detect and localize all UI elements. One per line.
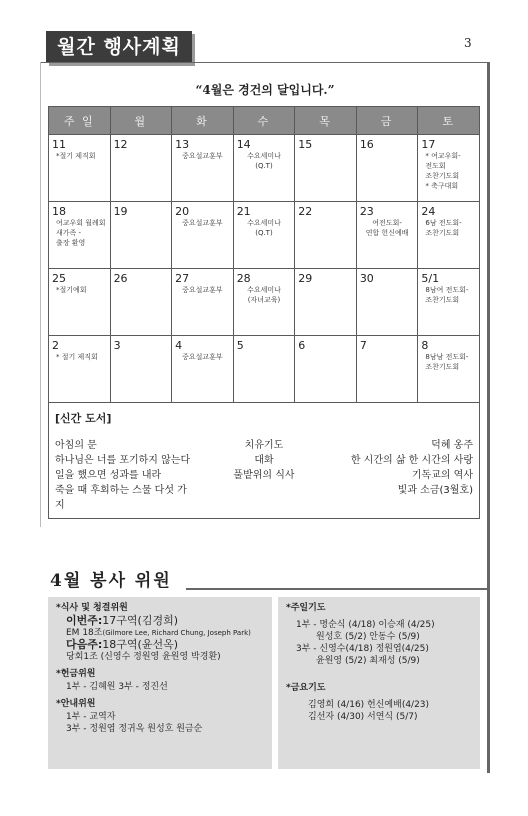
calendar-event-note: 8남여 전도회- [425, 286, 469, 294]
calendar-day-number: 18 [52, 205, 66, 218]
calendar-day-number: 5 [236, 339, 244, 352]
calendar-day-number: 12 [113, 138, 128, 151]
weekday-header: 주 일 [49, 107, 111, 135]
sunday-prayer-line-3: 3부 - 신영수(4/18) 정원엽(4/25) [296, 644, 429, 654]
calendar-day-number: 3 [113, 339, 121, 352]
book-title: 일을 했으면 성과를 내라 [55, 470, 162, 481]
calendar-day-number: 21 [236, 205, 251, 218]
calendar-event-note: 수요세미나 [247, 152, 281, 160]
calendar-day-cell [49, 336, 111, 403]
calendar-day-number: 20 [175, 205, 190, 218]
calendar-day-cell [49, 135, 111, 202]
calendar-week-row [49, 269, 480, 336]
calendar-day-cell [295, 135, 357, 202]
calendar-day-number: 26 [113, 272, 128, 285]
calendar-event-note: 수요세미나 [247, 286, 281, 294]
calendar-day-cell [172, 135, 234, 202]
calendar-day-number: 4 [175, 339, 183, 352]
calendar-event-note: 중요설교훈부 [182, 286, 223, 294]
calendar-day-cell [172, 202, 234, 269]
frame-left-line [40, 62, 41, 527]
calendar-event-note: (Q.T) [255, 229, 273, 237]
volunteers-side-line [487, 588, 490, 773]
calendar-body [49, 135, 480, 403]
page-title: 월간 행사계획 [46, 31, 192, 63]
calendar-week-row [49, 336, 480, 403]
calendar-event-note: 여전도회- [372, 219, 402, 227]
calendar-event-note: 수요세미나 [247, 219, 281, 227]
calendar-event-note: 전도회 [425, 162, 446, 170]
calendar-event-note: 중요설교훈부 [182, 353, 223, 361]
next-week-line [56, 639, 264, 651]
weekday-header: 월 [110, 107, 172, 135]
volunteers-right-panel [278, 597, 480, 769]
calendar-day-cell [233, 336, 295, 403]
book-title [194, 483, 333, 498]
sunday-prayer-line-1: 1부 - 명순식 (4/18) 이승재 (4/25) [296, 620, 435, 630]
calendar-event-note: * 여교우회- [425, 152, 461, 160]
book-title: 죽을 때 후회하는 스물 다섯 가지 [55, 485, 187, 511]
book-title: 기독교의 역사 [411, 470, 473, 481]
this-week-line [56, 615, 264, 627]
monthly-calendar [48, 106, 480, 403]
calendar-day-cell [418, 336, 480, 403]
calendar-day-number: 23 [359, 205, 374, 218]
friday-prayer-heading: *금요기도 [286, 683, 326, 693]
weekday-header: 금 [356, 107, 418, 135]
book-title: 한 시간의 삶 한 시간의 사랑 [350, 455, 473, 466]
calendar-day-number: 11 [52, 138, 66, 151]
weekday-header: 토 [418, 107, 480, 135]
page-number: 3 [464, 36, 472, 50]
this-week-value: 17구역(김경희) [102, 614, 178, 627]
calendar-day-cell [295, 336, 357, 403]
offering-heading: *헌금위원 [56, 669, 96, 679]
book-title: 풀밭위의 식사 [233, 470, 295, 481]
calendar-day-number: 30 [359, 272, 374, 285]
calendar-day-number: 27 [175, 272, 190, 285]
calendar-week-row [49, 202, 480, 269]
next-week-value: 18구역(윤선옥) [102, 638, 178, 651]
calendar-day-cell [110, 202, 172, 269]
this-week-em-names: (Gilmore Lee, Richard Chung, Joseph Park) [102, 629, 251, 637]
calendar-day-cell [356, 135, 418, 202]
sunday-prayer-heading: *주일기도 [286, 603, 326, 613]
calendar-day-cell [295, 202, 357, 269]
frame-top-line [40, 62, 489, 63]
offering-line: 1부 - 김혜원 3부 - 정진선 [66, 682, 168, 692]
weekday-header-row [49, 107, 480, 135]
calendar-event-note: (자녀교육) [247, 296, 281, 304]
calendar-day-number: 7 [359, 339, 367, 352]
new-books-box [48, 402, 480, 519]
calendar-event-note: 중요설교훈부 [182, 152, 223, 160]
calendar-day-number: 28 [236, 272, 251, 285]
calendar-day-cell [110, 135, 172, 202]
weekday-header: 화 [172, 107, 234, 135]
calendar-event-note: 8남남 전도회- [425, 353, 469, 361]
calendar-day-cell [295, 269, 357, 336]
calendar-day-number: 8 [421, 339, 429, 352]
book-row [55, 453, 473, 468]
calendar-event-note: * 축구대회 [425, 182, 459, 190]
calendar-day-cell [110, 269, 172, 336]
calendar-day-number: 2 [52, 339, 59, 352]
new-books-list [55, 438, 473, 511]
calendar-day-number: 6 [298, 339, 306, 352]
sunday-prayer-line-4: 윤원영 (5/2) 최재성 (5/9) [316, 656, 420, 666]
guide-heading: *안내위원 [56, 699, 96, 709]
volunteers-divider [186, 588, 489, 590]
calendar-day-number: 15 [298, 138, 313, 151]
this-week-label: 이번주: [66, 614, 103, 627]
calendar-subtitle: “4월은 경건의 달입니다.” [195, 83, 335, 97]
friday-prayer-line-1: 김영희 (4/16) 헌신예배(4/23) [308, 700, 430, 710]
book-row [55, 438, 473, 453]
next-week-team: 당회1조 (신영수 정원영 윤원영 박경환) [66, 652, 221, 662]
guide-line-1: 1부 - 교역자 [66, 712, 116, 722]
calendar-day-cell [233, 269, 295, 336]
calendar-day-cell [356, 336, 418, 403]
calendar-day-cell [172, 269, 234, 336]
calendar-event-note: 6남 전도회- [425, 219, 462, 227]
calendar-day-number: 29 [298, 272, 313, 285]
book-row [55, 483, 473, 511]
calendar-day-cell [49, 269, 111, 336]
calendar-event-note: *절기 제직회 [56, 152, 96, 160]
calendar-day-cell [418, 202, 480, 269]
calendar-day-cell [356, 202, 418, 269]
calendar-day-cell [233, 135, 295, 202]
book-title: 덕혜 옹주 [431, 440, 473, 451]
calendar-event-note: 조찬기도회 [425, 229, 460, 237]
calendar-day-number: 17 [421, 138, 436, 151]
calendar-event-note: 여교우회 월례회 [56, 219, 106, 227]
calendar-day-number: 5/1 [421, 272, 440, 285]
calendar-event-note: 조찬기도회 [425, 296, 460, 304]
calendar-day-cell [110, 336, 172, 403]
calendar-day-cell [418, 269, 480, 336]
calendar-day-cell [233, 202, 295, 269]
weekday-header: 수 [233, 107, 295, 135]
calendar-day-cell [172, 336, 234, 403]
book-title: 아침의 문 [55, 440, 97, 451]
volunteers-title: 4월 봉사 위원 [50, 571, 172, 591]
this-week-em: EM 18조 [66, 628, 103, 638]
book-title: 하나님은 너를 포기하지 않는다 [55, 455, 191, 466]
calendar-week-row [49, 135, 480, 202]
frame-right-line [487, 62, 490, 602]
calendar-day-number: 24 [421, 205, 436, 218]
book-row [55, 468, 473, 483]
new-books-title: [신간 도서] [55, 412, 112, 425]
weekday-header: 목 [295, 107, 357, 135]
calendar-event-note: 연합 헌신예배 [365, 229, 409, 237]
calendar-event-note: 조찬기도회 [425, 172, 460, 180]
guide-line-2: 3부 - 정원엽 정귀옥 원성호 원금순 [66, 724, 203, 734]
calendar-event-note: 중요설교훈부 [182, 219, 223, 227]
calendar-day-number: 16 [359, 138, 374, 151]
calendar-event-note: *절기예회 [56, 286, 87, 294]
calendar-day-cell [418, 135, 480, 202]
calendar-day-number: 25 [52, 272, 66, 285]
usher-heading: *식사 및 청결위원 [56, 603, 128, 613]
calendar-day-cell [356, 269, 418, 336]
calendar-event-note: * 절기 제직회 [56, 353, 98, 361]
calendar-day-cell [49, 202, 111, 269]
next-week-label: 다음주: [66, 638, 103, 651]
sunday-prayer-line-2: 원성호 (5/2) 안동수 (5/9) [316, 632, 420, 642]
calendar-day-number: 22 [298, 205, 313, 218]
calendar-event-note: 조찬기도회 [425, 363, 460, 371]
calendar-event-note: 새가족 - [56, 229, 82, 237]
calendar-day-number: 19 [113, 205, 128, 218]
book-title: 대화 [254, 455, 274, 466]
book-title: 빛과 소금(3월호) [397, 485, 473, 496]
calendar-event-note: 출장 환영 [56, 239, 86, 247]
calendar-day-number: 14 [236, 138, 251, 151]
volunteers-left-panel [48, 597, 272, 769]
calendar-event-note: (Q.T) [255, 162, 273, 170]
friday-prayer-line-2: 김선자 (4/30) 서연식 (5/7) [308, 712, 418, 722]
calendar-day-number: 13 [175, 138, 190, 151]
book-title: 치유기도 [244, 440, 284, 451]
